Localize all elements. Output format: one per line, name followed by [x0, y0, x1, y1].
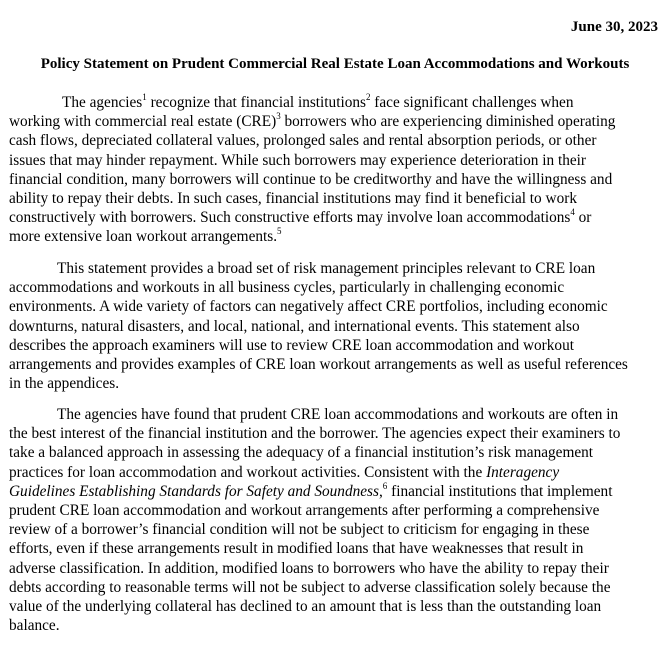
paragraph-line: issues that may hinder repayment. While such borrowers may experience deterioration in their: [9, 151, 586, 169]
paragraph-line: in the appendices.: [9, 375, 120, 393]
document-title: Policy Statement on Prudent Commercial Real Estate Loan Accommodations and Workouts: [40, 56, 630, 72]
paragraph-line: arrangements and provides examples of CRE loan workout arrangements as well as useful references: [9, 356, 628, 374]
paragraph-line: Guidelines Establishing Standards for Safety and Soundness,$^6$ financial institutions that implement: [9, 480, 613, 500]
paragraph-line: practices for loan accommodation and workout activities. Consistent with the Interagency: [9, 463, 560, 481]
paragraph-line: environments. A wide variety of factors can negatively affect CRE portfolios, including economic: [9, 298, 608, 316]
paragraph-line: This statement provides a broad set of risk management principles relevant to CRE loan: [57, 260, 596, 277]
paragraph-line: balance.: [9, 617, 60, 635]
paragraph-line: efforts, even if these arrangements result in modified loans that have weaknesses that result in: [9, 540, 584, 558]
footnote-ref-1[interactable]: 1: [142, 91, 147, 102]
guidelines-title-italic: Guidelines Establishing Standards for Safety and Soundness: [9, 482, 379, 500]
paragraph-line: downturns, natural disasters, and local, national, and international events. This statement also: [9, 317, 580, 335]
paragraph-line: accommodations and workouts in all business cycles, particularly in challenging economic: [9, 279, 565, 297]
document-date: June 30, 2023: [570, 19, 658, 35]
paragraph-agencies-found: [9, 405, 661, 635]
paragraph-line: working with commercial real estate (CRE)$^3$ borrowers who are experiencing diminished operating: [9, 111, 616, 131]
guidelines-title-italic: Interagency: [486, 463, 560, 481]
paragraph-line: financial condition, many borrowers will continue to be creditworthy and have the willingness and: [9, 170, 613, 188]
paragraph-agencies-recognize: [9, 93, 661, 247]
footnote-ref-3[interactable]: 3: [276, 111, 281, 122]
paragraph-line: adverse classification. In addition, modified loans to borrowers who have the ability to repay their: [9, 559, 609, 577]
footnote-ref-6[interactable]: 6: [382, 480, 388, 491]
footnote-ref-4[interactable]: 4: [570, 207, 575, 218]
paragraph-line: the best interest of the financial institution and the borrower. The agencies expect their examiners to: [9, 425, 621, 443]
paragraph-line: constructively with borrowers. Such constructive efforts may involve loan accommodations$^4$ or: [9, 207, 592, 227]
footnote-ref-2[interactable]: 2: [365, 91, 371, 102]
paragraph-line: debts according to reasonable terms will not be subject to adverse classification solely because the: [9, 578, 611, 596]
footnote-ref-5[interactable]: 5: [277, 226, 282, 237]
paragraph-line: more extensive loan workout arrangements.$^5$: [9, 226, 282, 246]
paragraph-line: take a balanced approach in assessing the adequacy of a financial institution’s risk management: [9, 444, 594, 462]
paragraph-line: value of the underlying collateral has declined to an amount that is less than the outstanding loan: [9, 598, 602, 616]
paragraph-line: The agencies have found that prudent CRE loan accommodations and workouts are often in: [57, 406, 619, 423]
paragraph-line: The agencies$^1$ recognize that financial institutions$^2$ face significant challenges when: [62, 91, 574, 111]
paragraph-line: cash flows, depreciated collateral values, prolonged sales and rental absorption periods, or other: [9, 132, 597, 150]
paragraph-line: prudent CRE loan accommodation and workout arrangements after performing a comprehensive: [9, 502, 600, 520]
paragraph-line: review of a borrower’s financial condition will not be subject to criticism for engaging in these: [9, 521, 590, 539]
paragraph-line: describes the approach examiners will use to review CRE loan accommodation and workout: [9, 336, 574, 354]
paragraph-line: ability to repay their debts. In such cases, financial institutions may find it beneficial to work: [9, 190, 577, 208]
paragraph-statement-provides: [9, 259, 661, 393]
